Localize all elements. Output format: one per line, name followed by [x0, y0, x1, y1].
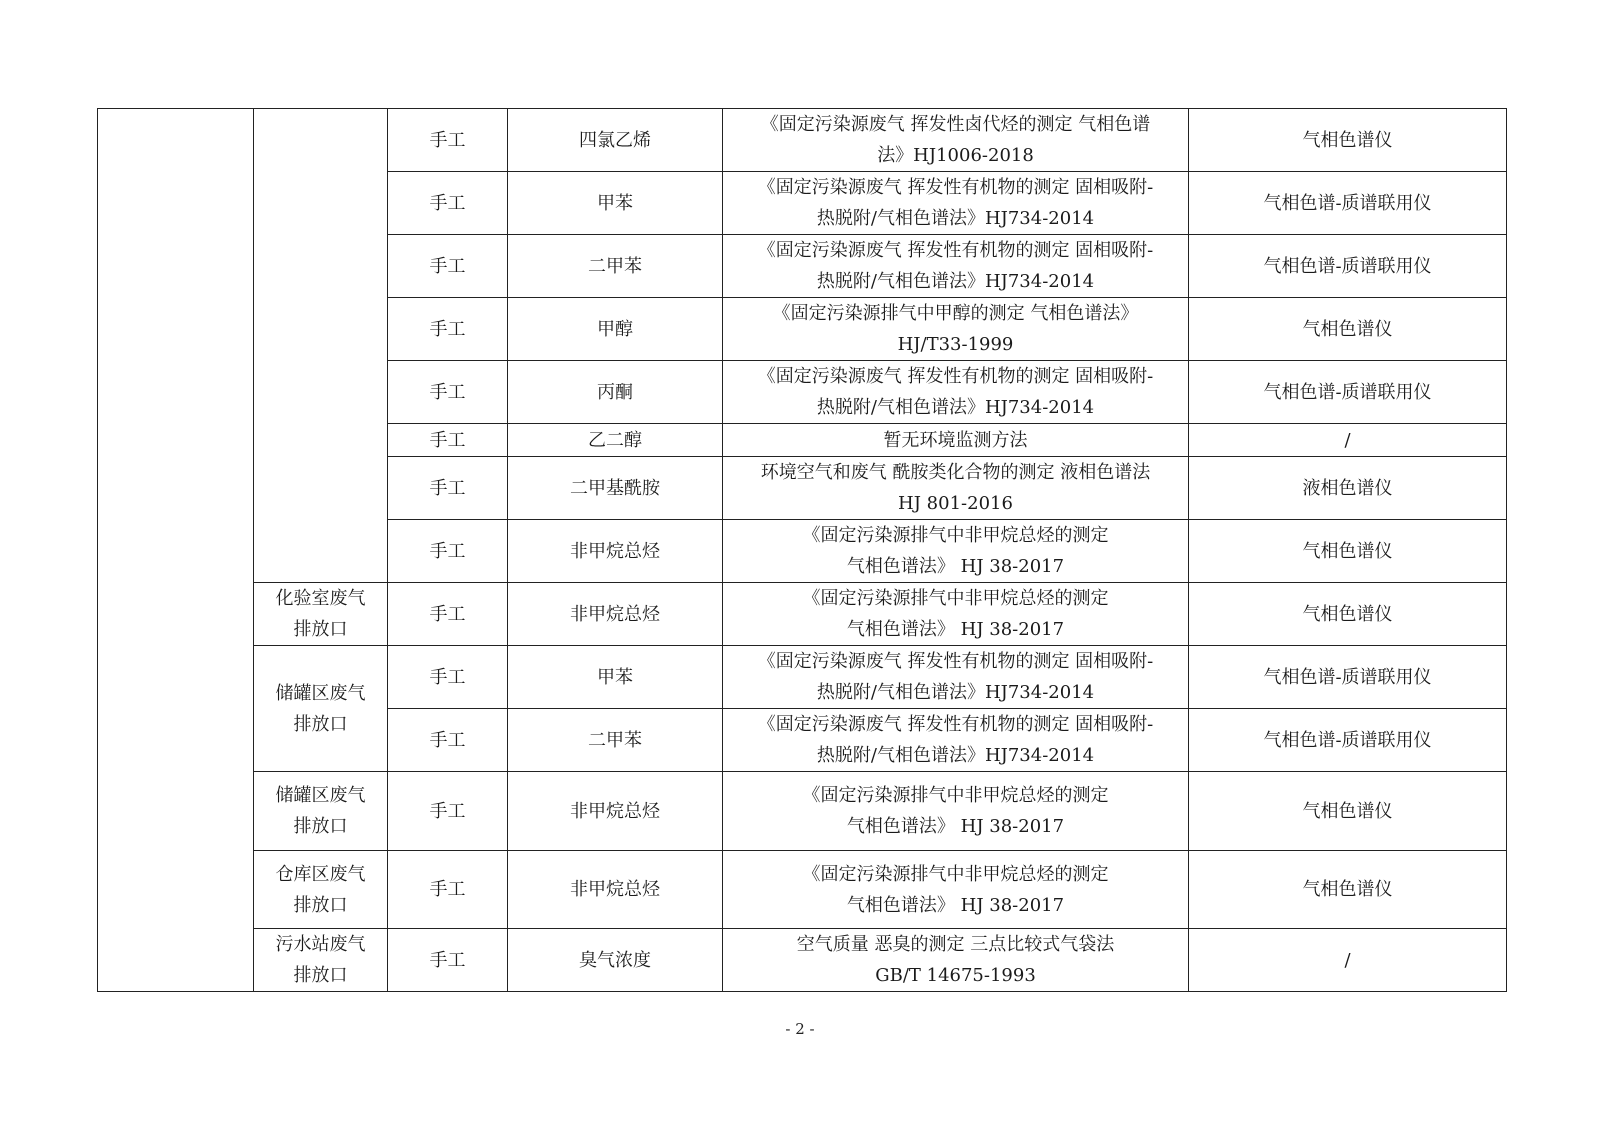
instrument-cell: 气相色谱-质谱联用仪 — [1189, 709, 1507, 772]
instrument-cell: 气相色谱-质谱联用仪 — [1189, 361, 1507, 424]
method-cell — [723, 361, 1189, 424]
location-line: 污水站废气 — [275, 934, 366, 955]
method-line: 暂无环境监测方法 — [883, 429, 1028, 451]
method-line: 气相色谱法》 HJ 38-2017 — [846, 816, 1065, 837]
location-line: 排放口 — [293, 965, 348, 986]
pollutant-cell: 甲苯 — [508, 172, 723, 235]
table-row — [98, 851, 1507, 929]
monitoring-mode-cell: 手工 — [388, 709, 508, 772]
table-row — [98, 772, 1507, 851]
instrument-cell: / — [1189, 929, 1507, 992]
method-line: 空气质量 恶臭的测定 三点比较式气袋法 — [796, 934, 1115, 955]
method-line: 《固定污染源废气 挥发性有机物的测定 固相吸附- — [757, 651, 1154, 672]
method-line: 《固定污染源废气 挥发性有机物的测定 固相吸附- — [757, 240, 1154, 261]
pollutant-cell: 非甲烷总烃 — [508, 520, 723, 583]
method-cell — [723, 457, 1189, 520]
monitoring-mode-cell: 手工 — [388, 520, 508, 583]
instrument-cell: 气相色谱仪 — [1189, 583, 1507, 646]
method-line: HJ/T33-1999 — [897, 334, 1014, 355]
monitoring-mode-cell: 手工 — [388, 172, 508, 235]
instrument-cell: 气相色谱仪 — [1189, 109, 1507, 172]
pollutant-cell: 臭气浓度 — [508, 929, 723, 992]
pollutant-cell: 乙二醇 — [508, 424, 723, 457]
category-cell — [98, 109, 254, 992]
method-line: 气相色谱法》 HJ 38-2017 — [846, 894, 1065, 916]
monitoring-mode-cell: 手工 — [388, 109, 508, 172]
method-line: 《固定污染源排气中非甲烷总烃的测定 — [802, 525, 1109, 546]
pollutant-cell: 丙酮 — [508, 361, 723, 424]
location-line: 排放口 — [293, 894, 348, 916]
instrument-cell: 气相色谱仪 — [1189, 298, 1507, 361]
monitoring-mode-cell: 手工 — [388, 772, 508, 851]
method-line: 热脱附/气相色谱法》HJ734-2014 — [816, 397, 1095, 418]
method-cell — [723, 235, 1189, 298]
method-cell — [723, 929, 1189, 992]
pollutant-cell: 非甲烷总烃 — [508, 851, 723, 929]
pollutant-cell: 非甲烷总烃 — [508, 772, 723, 851]
table-row — [98, 646, 1507, 709]
monitoring-mode-cell: 手工 — [388, 583, 508, 646]
location-cell — [254, 583, 388, 646]
monitoring-mode-cell: 手工 — [388, 361, 508, 424]
method-cell — [723, 298, 1189, 361]
method-line: 《固定污染源废气 挥发性有机物的测定 固相吸附- — [757, 714, 1154, 735]
instrument-cell: / — [1189, 424, 1507, 457]
location-line: 排放口 — [293, 816, 348, 837]
method-line: GB/T 14675-1993 — [875, 965, 1036, 986]
method-line: 《固定污染源废气 挥发性有机物的测定 固相吸附- — [757, 177, 1154, 198]
page-number: - 2 - — [785, 1020, 815, 1038]
method-line: 热脱附/气相色谱法》HJ734-2014 — [816, 271, 1095, 292]
method-line: 《固定污染源排气中非甲烷总烃的测定 — [802, 588, 1109, 609]
monitoring-mode-cell: 手工 — [388, 424, 508, 457]
location-cell — [254, 109, 388, 583]
method-cell — [723, 520, 1189, 583]
pollutant-cell: 二甲苯 — [508, 709, 723, 772]
pollutant-cell: 甲苯 — [508, 646, 723, 709]
table-row — [98, 929, 1507, 992]
method-line: 《固定污染源排气中非甲烷总烃的测定 — [802, 785, 1109, 806]
instrument-cell: 气相色谱-质谱联用仪 — [1189, 646, 1507, 709]
pollutant-cell: 二甲基酰胺 — [508, 457, 723, 520]
location-line: 仓库区废气 — [275, 863, 366, 885]
location-line: 排放口 — [293, 619, 348, 640]
pollutant-cell: 二甲苯 — [508, 235, 723, 298]
location-cell — [254, 851, 388, 929]
method-line: 《固定污染源废气 挥发性有机物的测定 固相吸附- — [757, 366, 1154, 387]
method-cell — [723, 772, 1189, 851]
method-line: 《固定污染源排气中甲醇的测定 气相色谱法》 — [772, 303, 1139, 324]
instrument-cell: 液相色谱仪 — [1189, 457, 1507, 520]
monitoring-mode-cell: 手工 — [388, 851, 508, 929]
pollutant-cell: 甲醇 — [508, 298, 723, 361]
method-cell — [723, 172, 1189, 235]
location-line: 排放口 — [293, 713, 348, 735]
method-cell — [723, 583, 1189, 646]
method-line: 气相色谱法》 HJ 38-2017 — [846, 556, 1065, 577]
method-line: 热脱附/气相色谱法》HJ734-2014 — [816, 208, 1095, 229]
pollutant-cell: 四氯乙烯 — [508, 109, 723, 172]
method-line: HJ 801-2016 — [898, 493, 1013, 514]
instrument-cell: 气相色谱仪 — [1189, 772, 1507, 851]
monitoring-mode-cell: 手工 — [388, 235, 508, 298]
method-line: 热脱附/气相色谱法》HJ734-2014 — [816, 682, 1095, 703]
pollutant-cell: 非甲烷总烃 — [508, 583, 723, 646]
location-cell — [254, 929, 388, 992]
method-cell — [723, 851, 1189, 929]
monitoring-mode-cell: 手工 — [388, 457, 508, 520]
method-line: 环境空气和废气 酰胺类化合物的测定 液相色谱法 — [760, 462, 1151, 483]
location-line: 储罐区废气 — [275, 682, 366, 704]
monitoring-mode-cell: 手工 — [388, 646, 508, 709]
method-line: 《固定污染源排气中非甲烷总烃的测定 — [802, 863, 1109, 885]
method-line: 气相色谱法》 HJ 38-2017 — [846, 619, 1065, 640]
method-cell — [723, 646, 1189, 709]
monitoring-mode-cell: 手工 — [388, 298, 508, 361]
method-cell — [723, 709, 1189, 772]
table-row — [98, 109, 1507, 172]
location-cell — [254, 772, 388, 851]
table-row — [98, 583, 1507, 646]
monitoring-methods-table — [97, 108, 1507, 992]
instrument-cell: 气相色谱-质谱联用仪 — [1189, 235, 1507, 298]
instrument-cell: 气相色谱-质谱联用仪 — [1189, 172, 1507, 235]
instrument-cell: 气相色谱仪 — [1189, 851, 1507, 929]
method-line: 热脱附/气相色谱法》HJ734-2014 — [816, 745, 1095, 766]
method-cell — [723, 109, 1189, 172]
location-cell — [254, 646, 388, 772]
method-cell — [723, 424, 1189, 457]
method-line: 《固定污染源废气 挥发性卤代烃的测定 气相色谱 — [760, 114, 1151, 135]
method-line: 法》HJ1006-2018 — [877, 145, 1034, 166]
instrument-cell: 气相色谱仪 — [1189, 520, 1507, 583]
monitoring-mode-cell: 手工 — [388, 929, 508, 992]
location-line: 化验室废气 — [275, 588, 366, 609]
location-line: 储罐区废气 — [275, 785, 366, 806]
